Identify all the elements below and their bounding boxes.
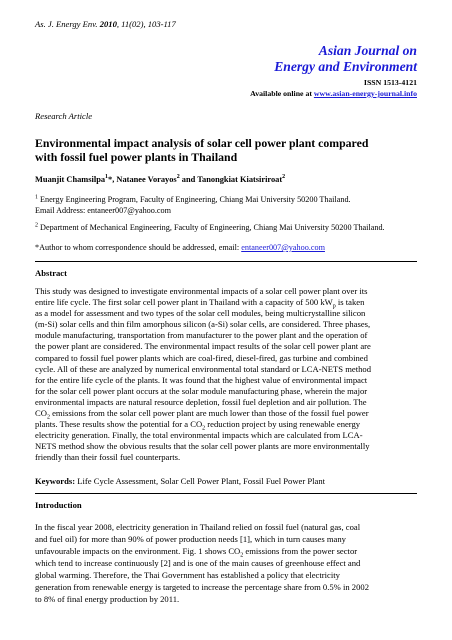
journal-title-line1: Asian Journal on: [318, 43, 417, 58]
author-list: [35, 174, 285, 185]
abstract-line: environmental impacts are natural resource depletion, fossil fuel depletion and air pollution. The: [35, 396, 367, 407]
affiliation-2-number: 2: [35, 222, 38, 229]
abstract-line: for the entire life cycle of the plants. It was found that the highest value of environmental impact: [35, 374, 368, 385]
abstract-line: entire life cycle. The first solar cell power plant in Thailand with a capacity of 500 $kW_p$ is taken: [35, 297, 365, 310]
abstract-line: This study was designed to investigate environmental impacts of a solar cell power plant over its: [35, 286, 368, 296]
keywords-text: Life Cycle Assessment, Solar Cell Power Plant, Fossil Fuel Power Plant: [75, 476, 326, 486]
affiliation-1: [35, 194, 351, 205]
abstract-line: electricity generation. Finally, the total environmental impacts which are calculated from LCA-: [35, 430, 363, 441]
abstract-body: [35, 286, 417, 464]
paper-title: [35, 137, 425, 164]
introduction-line: and fuel oil) for more than 90% of power production needs [1], which in turn causes many: [35, 534, 346, 544]
divider-bottom: [35, 493, 417, 494]
divider-top: [35, 261, 417, 262]
abstract-line: the power plant are considered. The environmental impact results of the solar cell power plant are: [35, 341, 371, 352]
introduction-line: unfavourable impacts on the environment. Fig. 1 shows $CO_2$ emissions from the power sector: [35, 546, 358, 559]
introduction-line: to 8% of final energy production by 2011.: [35, 594, 180, 604]
issn: ISSN 1513-4121: [363, 78, 417, 87]
paper-title-line1: Environmental impact analysis of solar cell power plant compared: [35, 136, 369, 150]
author-1-corresponding-mark: *,: [108, 175, 117, 184]
abstract-line: as a model for assessment and two types of the solar cell modules, being multicrystalline silicon: [35, 308, 366, 319]
abstract-line: plants. These results show the potential for a $CO_2$ reduction project by using renewable energy: [35, 419, 361, 432]
abstract-line: $CO_2$ emissions from the solar cell power plant are much lower than those of the fossil fuel power: [35, 408, 369, 421]
abstract-line: friendly than their fossil fuel counterparts.: [35, 452, 181, 463]
affiliation-1-email: Email Address: entaneer007@yahoo.com: [35, 206, 172, 215]
correspondence: [35, 242, 325, 253]
introduction-heading: Introduction: [35, 500, 82, 510]
introduction-line: In the fiscal year 2008, electricity generation in Thailand relied on fossil fuel (natural gas, coal: [35, 522, 361, 532]
citation: [35, 19, 176, 30]
journal-title-line2: Energy and Environment: [274, 58, 417, 74]
abstract-line: cycle. All of these are analyzed by numerical environmental total standard or LCA-NETS method: [35, 363, 371, 374]
keywords-label: Keywords:: [35, 476, 76, 486]
citation-journal: As. J. Energy Env.: [35, 19, 98, 29]
author-1-affil: 1: [105, 174, 109, 181]
introduction-line: generation from renewable energy is targeted to increase the percentage share from 0.5% in 2002: [35, 582, 369, 592]
journal-url-link[interactable]: www.asian-energy-journal.info: [313, 89, 417, 98]
introduction-line: global warming. Therefore, the Thai Government has established a policy that electricity: [35, 570, 340, 580]
citation-volume: , 11(02), 103-117: [116, 19, 176, 29]
journal-title: [157, 43, 417, 74]
affiliation-1-number: 1: [35, 194, 38, 201]
correspondence-label: *Author to whom correspondence should be addressed, email:: [35, 243, 242, 252]
availability-label: Available online at: [250, 89, 314, 98]
affiliation-1-text: Energy Engineering Program, Faculty of Engineering, Chiang Mai University 50200 Thailand.: [38, 195, 351, 204]
abstract-line: module manufacturing, transportation from manufacturer to the power plant and the operation of: [35, 330, 368, 341]
affiliation-2-text: Department of Mechanical Engineering, Faculty of Engineering, Chiang Mai University 50200 Thailand.: [38, 223, 385, 232]
keywords: [35, 476, 325, 487]
author-3-affil: 2: [282, 174, 286, 181]
abstract-line: compared to fossil fuel power plants which are coal-fired, diesel-fired, gas turbine and combined: [35, 352, 368, 363]
availability: [250, 88, 417, 99]
author-separator: and: [179, 175, 198, 184]
citation-year: 2010: [99, 19, 117, 29]
author-2: Natanee Vorayos: [116, 175, 177, 184]
paper-title-line2: with fossil fuel power plants in Thailand: [35, 149, 238, 164]
introduction-body: [35, 521, 417, 605]
abstract-line: for the solar cell power plant occurs at the solar module manufacturing phase, wherein the major: [35, 385, 368, 396]
abstract-line: NETS method show the obvious results that the solar cell power plants are more environmentally: [35, 441, 370, 452]
author-3: Tanongkiat Kiatsiriroat: [197, 175, 283, 184]
author-1: Muanjit Chamsilpa: [35, 175, 106, 184]
correspondence-email-link[interactable]: entaneer007@yahoo.com: [241, 243, 325, 252]
article-type: Research Article: [35, 111, 93, 121]
author-2-affil: 2: [176, 174, 180, 181]
abstract-line: (m-Si) solar cells and thin film amorphous silicon (a-Si) solar cells, are considered. Three phases,: [35, 319, 371, 330]
abstract-heading: Abstract: [35, 268, 67, 278]
introduction-line: which tend to increase continuously [2] and is one of the main causes of greenhouse effect and: [35, 558, 361, 568]
affiliation-2: [35, 222, 385, 233]
